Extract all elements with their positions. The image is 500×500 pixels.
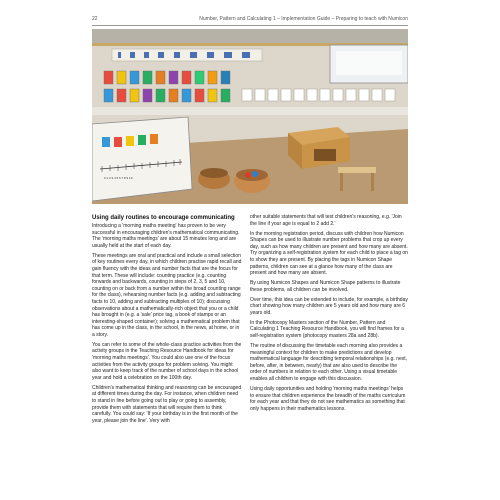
paragraph: These meetings are oral and practical and include a small selection of key routines every day, in which children practise rapid recall and gain fluency with the ideas and number facts that are the focus for that term. These will include: counting practice (e.g. counting forwards and backwards, counting in steps of 2, 3, 5 and 10, counting on or back from a number within the broad counting range for the class), rehearsing number facts (e.g. adding and subtracting facts to 10, adding and subtracting multiples of 10); discussing observations about a mathematically-rich object that you or a child has brought in (e.g. a 'sale' price tag, a book of stamps or an interesting-shaped container); solving a mathematical problem that has come up in the class, in the school, in the news, at home, or in a story.: [92, 252, 242, 338]
classroom-photo-illustration: [92, 29, 408, 204]
paragraph: other suitable statements that will test children's reasoning, e.g. 'Join the line if your age is equal to 2 add 2.': [250, 214, 402, 227]
paragraph: Using daily opportunities and holding 'morning maths meetings' helps to ensure that children experience the breadth of the maths curriculum for each year and that they do not see mathematics as something that only happens in their mathematics lessons.: [250, 386, 406, 412]
paragraph: Over time, this idea can be extended to include, for example, a birthday chart showing how many children are 5 years old and how many are 6 years old.: [250, 296, 408, 316]
right-column: [250, 214, 408, 416]
left-column: [92, 214, 242, 428]
paragraph: In the Photocopy Masters section of the Number, Pattern and Calculating 1 Teaching Resource Handbook, you will find frames for a self-registration system (photocopy masters 28a and 28b).: [250, 319, 404, 340]
page-header: [92, 15, 408, 26]
paragraph: By using Numicon Shapes and Numicon Shape patterns to illustrate these problems, all children can be involved.: [250, 280, 401, 293]
number-line-label: 0 1 2 3 4 5 6 7 8 9 10: [104, 176, 133, 180]
section-heading: Using daily routines to encourage communicating: [92, 215, 235, 221]
paragraph: In the morning registration period, discuss with children how Numicon Shapes can be used to illustrate number problems that crop up every day, such as how many children are present and how many are absent. Try organizing a self-registration system for each child to place a tag on to show they are present. By placing the tags in Numicon Shape patterns, children can see at a glance how many of the class are present and how many are absent.: [250, 230, 408, 277]
paragraph: You can refer to some of the whole-class practice activities from the activity groups in the Teaching Resource Handbook for ideas for 'morning maths meetings'. You could also use one of the focus activities from the activity groups for problem solving. You might also want to keep track of the number of school days in the school year and hold a celebration on the 100th day.: [92, 341, 242, 381]
page-number: 22: [92, 16, 98, 22]
paragraph: Introducing a 'morning maths meeting' has proven to be very successful in encouraging children's mathematical communicating. The 'morning maths meetings' are about 15 minutes long and are usually held at the start of each day.: [92, 223, 240, 249]
classroom-photo: [92, 29, 408, 204]
running-title: Number, Pattern and Calculating 1 – Implementation Guide – Preparing to teach with Numicon: [199, 16, 408, 22]
paragraph: The routine of discussing the timetable each morning also provides a meaningful context for children to make predictions and develop mathematical language for describing temporal relationships (e.g. next, before, after, in between, nearly) that are also used to describe the order of numbers in relation to each other. Using a visual timetable enables all children to engage with this discussion.: [250, 343, 408, 383]
paragraph: Children's mathematical thinking and reasoning can be encouraged at different times during the day. For instance, when children need to stand in line before going out to play or going to assembly, provide them with statements that will require them to think carefully. You could say: 'If your birthday is in the first month of the year, please join the line'. Very with: [92, 384, 242, 424]
